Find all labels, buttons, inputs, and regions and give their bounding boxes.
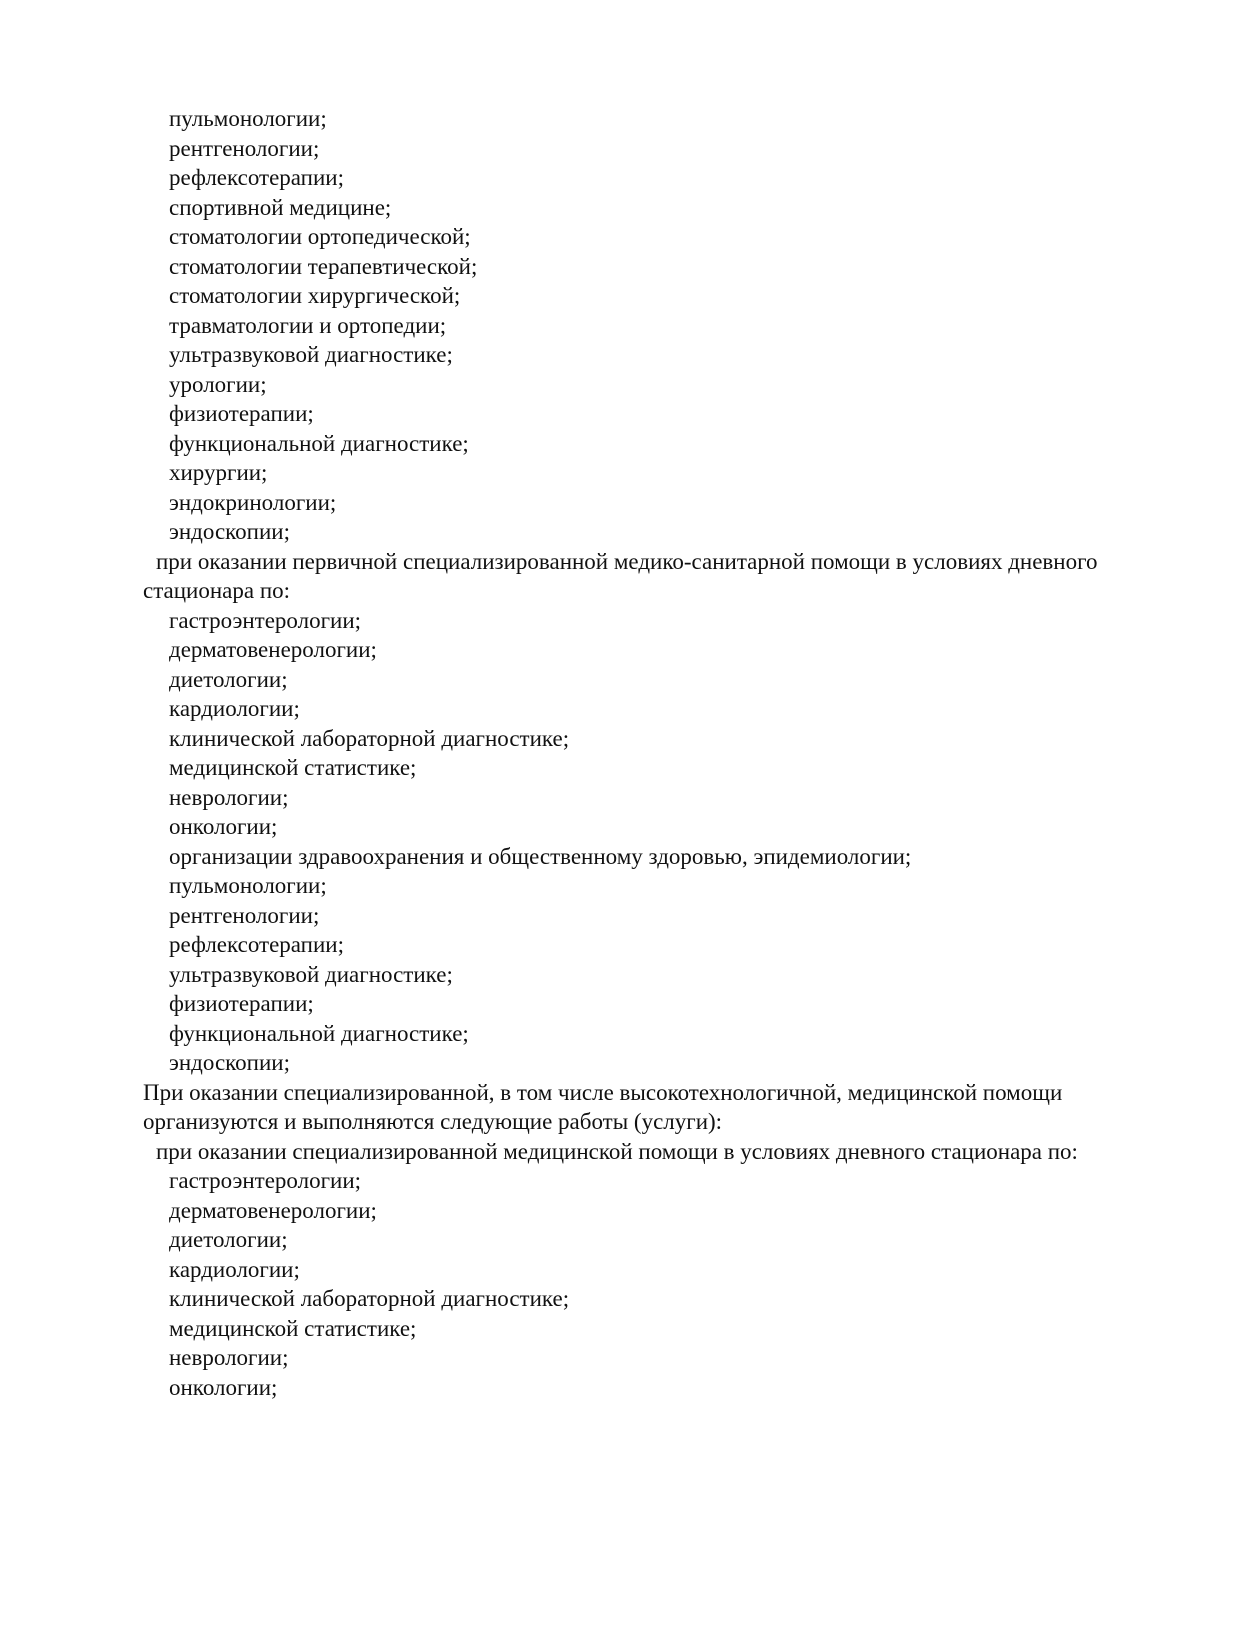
list-item: рефлексотерапии; [169,165,344,190]
list-item: урологии; [169,371,267,397]
list-item: спортивной медицине; [169,194,392,220]
list-item: эндоскопии; [169,1050,290,1075]
section-subheading: при оказании специализированной медицинской помощи в условиях дневного стационара по: [156,1138,1078,1164]
list-item: дерматовенерологии; [169,1197,377,1223]
list-item: эндоскопии; [169,519,290,544]
list-item: онкологии; [169,814,278,839]
list-item: функциональной диагностике; [169,1020,469,1046]
list-item: диетологии; [169,1227,288,1252]
list-item: неврологии; [169,784,289,810]
list-item: клинической лабораторной диагностике; [169,725,570,751]
list-item: ультразвуковой диагностике; [169,961,453,987]
paragraph-line: При оказании специализированной, в том числе высокотехнологичной, медицинской помощи [143,1079,1063,1105]
list-item: физиотерапии; [169,991,314,1016]
list-item: кардиологии; [169,696,300,721]
section-subheading-continuation: стационара по: [143,578,291,603]
list-item: гастроэнтерологии; [169,607,362,633]
list-item: рефлексотерапии; [169,932,344,957]
list-item: физиотерапии; [169,401,314,426]
list-item: хирургии; [169,460,268,485]
section-subheading: при оказании первичной специализированной медико-санитарной помощи в условиях дневного [156,548,1098,574]
list-item: рентгенологии; [169,135,320,161]
list-item: диетологии; [169,666,288,692]
list-item: пульмонологии; [169,873,327,898]
list-item: функциональной диагностике; [169,430,469,456]
list-item: онкологии; [169,1374,278,1400]
list-item: медицинской статистике; [169,755,417,780]
list-item: клинической лабораторной диагностике; [169,1286,570,1311]
paragraph-line: организуются и выполняются следующие работы (услуги): [143,1109,723,1134]
list-item: организации здравоохранения и общественному здоровью, эпидемиологии; [169,843,912,869]
list-item: рентгенологии; [169,902,320,928]
document-text [143,104,1143,1402]
list-item: стоматологии хирургической; [169,283,461,308]
list-item: эндокринологии; [169,489,337,515]
list-item: кардиологии; [169,1256,300,1282]
list-item: гастроэнтерологии; [169,1168,362,1193]
list-item: дерматовенерологии; [169,637,377,662]
list-item: неврологии; [169,1345,289,1370]
list-item: медицинской статистике; [169,1315,417,1341]
list-item: стоматологии ортопедической; [169,224,471,249]
list-item: стоматологии терапевтической; [169,253,478,279]
list-item: травматологии и ортопедии; [169,312,447,338]
list-item: ультразвуковой диагностике; [169,342,453,367]
list-item: пульмонологии; [169,106,327,131]
